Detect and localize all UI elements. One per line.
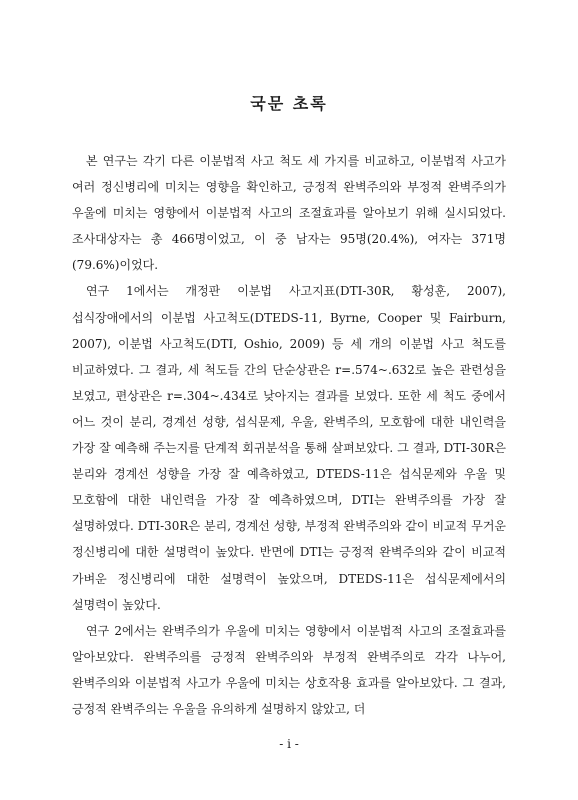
page-number: - i - (279, 737, 299, 751)
abstract-body (72, 148, 506, 722)
paragraph-study-1: 연구 1에서는 개정판 이분법 사고지표(DTI-30R, 황성훈, 2007), 섭식장애에서의 이분법 사고척도(DTEDS-11, Byrne, Cooper 및 Fairburn, 2007), 이분법 사고척도(DTI, Oshio, 2009) 등 세 개의 이분법 사고 척도를 비교하였다. 그 결과, 세 척도들 간의 단순상관은 r=.574~.632로 높은 관련성을 보였고, 편상관은 r=.304~.434로 낮아지는 결과를 보였다. 또한 세 척도 중에서 어느 것이 분리, 경계선 성향, 섭식문제, 우울, 완벽주의, 모호함에 대한 내인력을 가장 잘 예측해 주는지를 단계적 회귀분석을 통해 살펴보았다. 그 결과, DTI-30R은 분리와 경계선 성향을 가장 잘 예측하였고, DTEDS-11은 섭식문제와 우울 및 모호함에 대한 내인력을 가장 잘 예측하였으며, DTI는 완벽주의를 가장 잘 설명하였다. DTI-30R은 분리, 경계선 성향, 부정적 완벽주의와 같이 비교적 무거운 정신병리에 대한 설명력이 높았다. 반면에 DTI는 긍정적 완벽주의와 같이 비교적 가벼운 정신병리에 대한 설명력이 높았으며, DTEDS-11은 섭식문제에서의 설명력이 높았다. (72, 284, 506, 612)
page-title: 국문 초록 (250, 94, 328, 113)
paragraph-intro: 본 연구는 각기 다른 이분법적 사고 척도 세 가지를 비교하고, 이분법적 사고가 여러 정신병리에 미치는 영향을 확인하고, 긍정적 완벽주의와 부정적 완벽주의가 우울에 미치는 영향에서 이분법적 사고의 조절효과를 알아보기 위해 실시되었다. 조사대상자는 총 466명이었고, 이 중 남자는 95명(20.4%), 여자는 371명(79.6%)이었다. (72, 154, 506, 273)
paragraph-study-2: 연구 2에서는 완벽주의가 우울에 미치는 영향에서 이분법적 사고의 조절효과를 알아보았다. 완벽주의를 긍정적 완벽주의와 부정적 완벽주의로 각각 나누어, 완벽주의와 이분법적 사고가 우울에 미치는 상호작용 효과를 알아보았다. 그 결과, 긍정적 완벽주의는 우울을 유의하게 설명하지 않았고, 더 (72, 623, 506, 716)
